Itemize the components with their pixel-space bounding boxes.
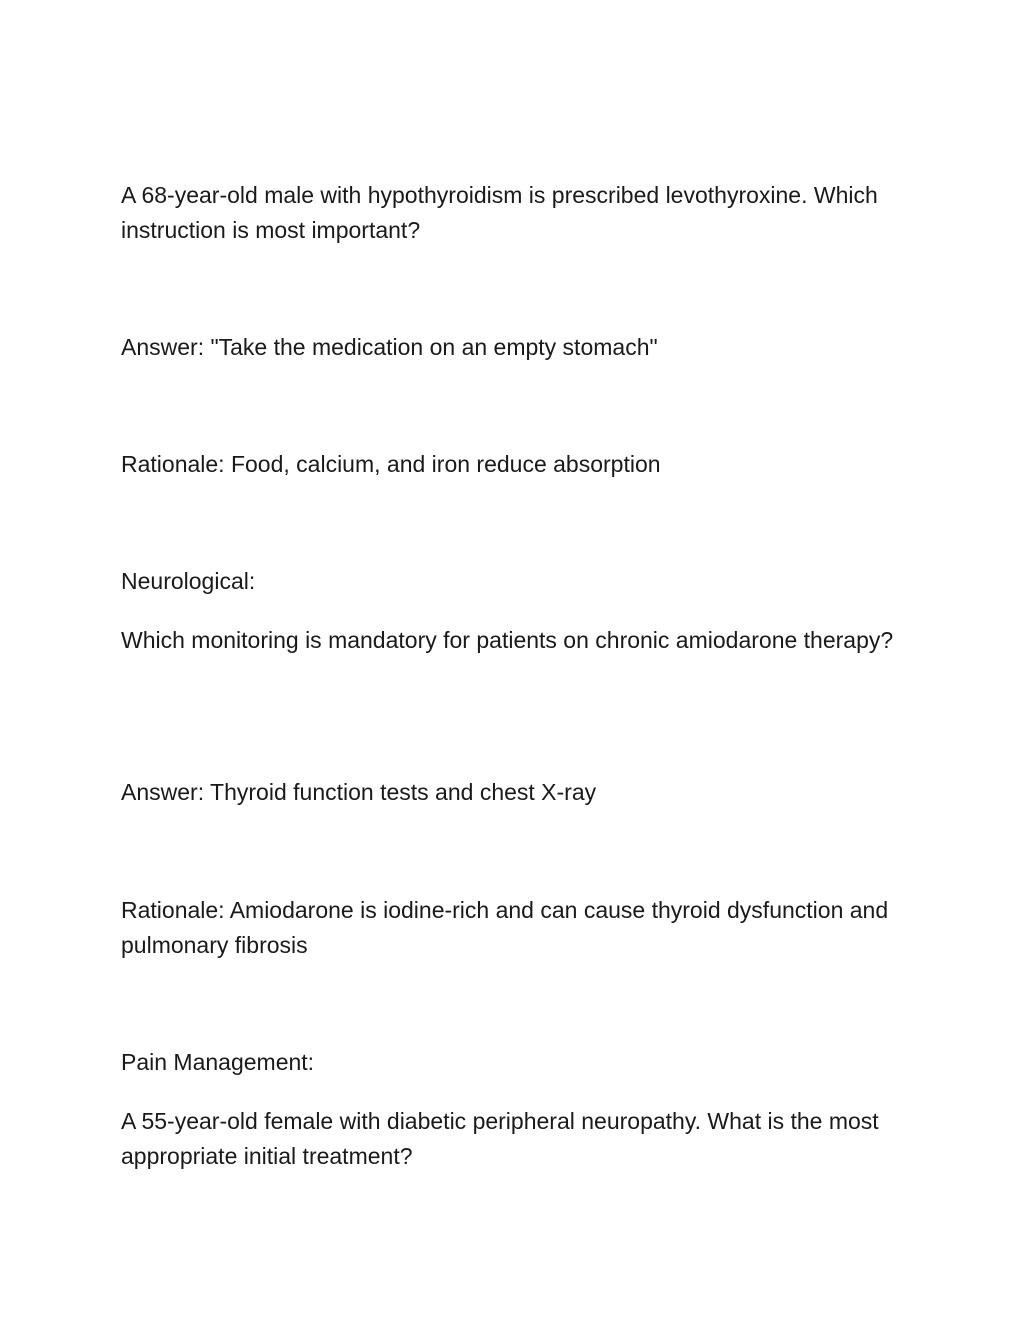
answer-amiodarone: Answer: Thyroid function tests and chest X-ray (121, 779, 597, 805)
rationale-amiodarone: Rationale: Amiodarone is iodine-rich and can cause thyroid dysfunction and pulmonary fibrosis (121, 897, 889, 958)
answer-levothyroxine: Answer: "Take the medication on an empty stomach" (121, 334, 658, 360)
rationale-levothyroxine: Rationale: Food, calcium, and iron reduce absorption (121, 451, 661, 477)
section-heading-neurological: Neurological: (121, 568, 256, 594)
question-amiodarone: Which monitoring is mandatory for patients on chronic amiodarone therapy? (121, 627, 894, 653)
section-heading-pain-management: Pain Management: (121, 1049, 315, 1075)
question-neuropathy: A 55-year-old female with diabetic peripheral neuropathy. What is the most appropriate initial treatment? (121, 1108, 879, 1169)
question-levothyroxine: A 68-year-old male with hypothyroidism is prescribed levothyroxine. Which instruction is most important? (121, 182, 878, 243)
